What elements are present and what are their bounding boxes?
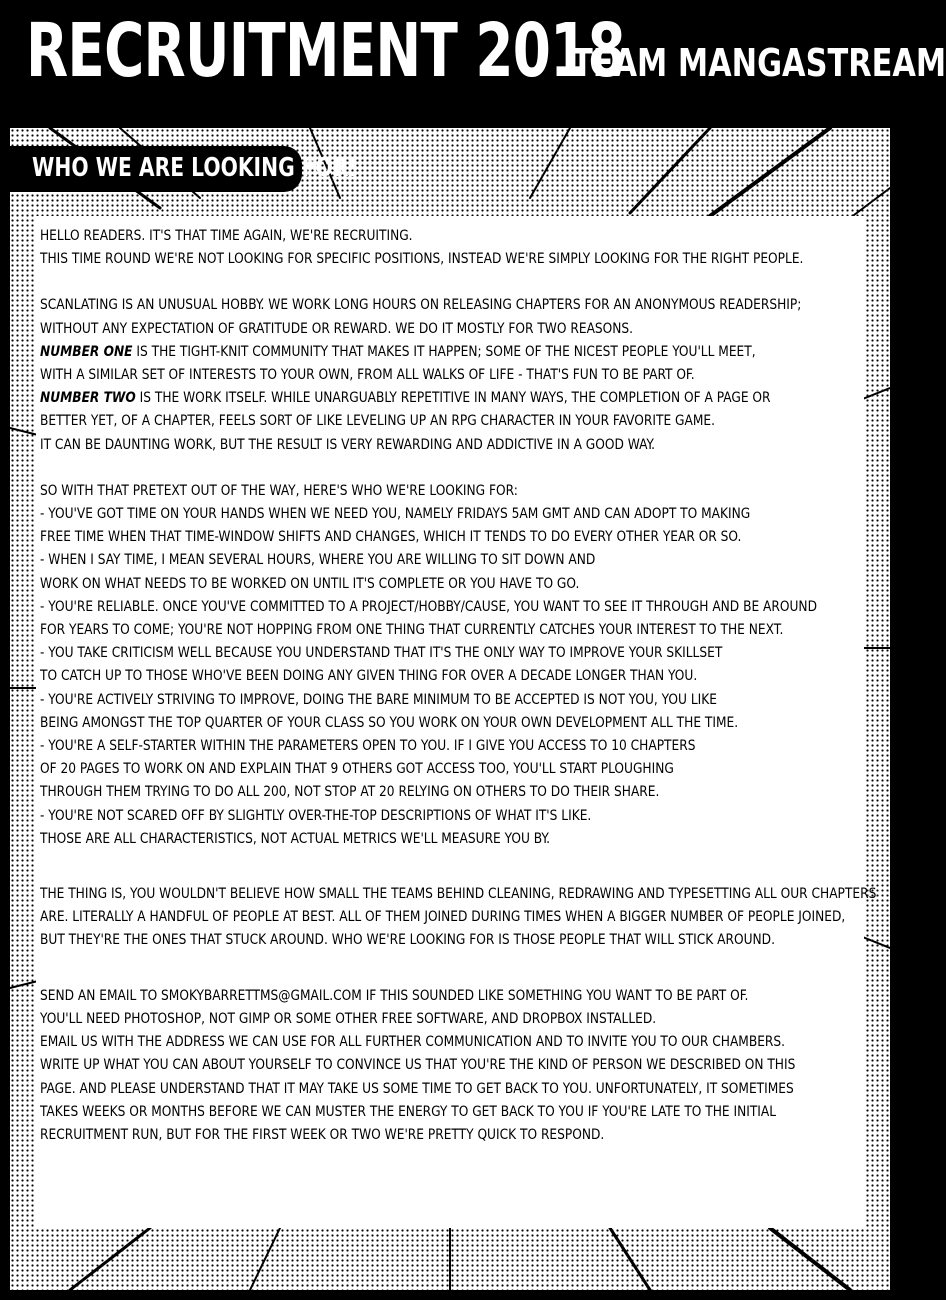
criteria-line: BEING AMONGST THE TOP QUARTER OF YOUR CLASS SO YOU WORK ON YOUR OWN DEVELOPMENT ALL THE TIME.	[40, 713, 739, 731]
page-header	[0, 0, 946, 120]
criteria-line: - YOU'RE NOT SCARED OFF BY SLIGHTLY OVER-THE-TOP DESCRIPTIONS OF WHAT IT'S LIKE.	[40, 806, 592, 824]
teams-line: BUT THEY'RE THE ONES THAT STUCK AROUND. WHO WE'RE LOOKING FOR IS THOSE PEOPLE THAT WILL STICK AROUND.	[40, 931, 775, 949]
contact-line: SEND AN EMAIL TO SMOKYBARRETTMS@GMAIL.COM IF THIS SOUNDED LIKE SOMETHING YOU WANT TO BE PART OF.	[40, 986, 749, 1004]
reason-one-label: NUMBER ONE	[40, 342, 133, 360]
criteria-line: - YOU'RE RELIABLE. ONCE YOU'VE COMMITTED TO A PROJECT/HOBBY/CAUSE, YOU WANT TO SEE IT THROUGH AND BE AROUND	[40, 597, 817, 615]
contact-line: EMAIL US WITH THE ADDRESS WE CAN USE FOR ALL FURTHER COMMUNICATION AND TO INVITE YOU TO OUR CHAMBERS.	[40, 1033, 786, 1051]
reason-two-text: IS THE WORK ITSELF. WHILE UNARGUABLY REPETITIVE IN MANY WAYS, THE COMPLETION OF A PAGE OR	[135, 389, 771, 407]
reasons-line: SCANLATING IS AN UNUSUAL HOBBY. WE WORK LONG HOURS ON RELEASING CHAPTERS FOR AN ANONYMOUS READERSHIP;	[40, 296, 802, 314]
contact-line: TAKES WEEKS OR MONTHS BEFORE WE CAN MUSTER THE ENERGY TO GET BACK TO YOU IF YOU'RE LATE TO THE INITIAL	[40, 1102, 777, 1120]
criteria-line: FREE TIME WHEN THAT TIME-WINDOW SHIFTS AND CHANGES, WHICH IT TENDS TO DO EVERY OTHER YEAR OR SO.	[40, 528, 742, 546]
section-heading: WHO WE ARE LOOKING FOR!	[32, 153, 358, 183]
reasons-line: BETTER YET, OF A CHAPTER, FEELS SORT OF LIKE LEVELING UP AN RPG CHARACTER IN YOUR FAVORITE GAME.	[40, 412, 715, 430]
recruitment-body	[40, 224, 877, 1146]
criteria-line: - YOU TAKE CRITICISM WELL BECAUSE YOU UNDERSTAND THAT IT'S THE ONLY WAY TO IMPROVE YOUR SKILLSET	[40, 644, 723, 662]
contact-line: PAGE. AND PLEASE UNDERSTAND THAT IT MAY TAKE US SOME TIME TO GET BACK TO YOU. UNFORTUNATELY, IT SOMETIMES	[40, 1079, 794, 1097]
criteria-line: - YOU'VE GOT TIME ON YOUR HANDS WHEN WE NEED YOU, NAMELY FRIDAYS 5AM GMT AND CAN ADOPT TO MAKING	[40, 505, 751, 523]
criteria-line: OF 20 PAGES TO WORK ON AND EXPLAIN THAT 9 OTHERS GOT ACCESS TOO, YOU'LL START PLOUGHING	[40, 760, 674, 778]
reason-one	[40, 340, 821, 363]
intro-line: HELLO READERS. IT'S THAT TIME AGAIN, WE'RE RECRUITING.	[40, 227, 413, 244]
reason-two-label: NUMBER TWO	[40, 389, 136, 407]
section-heading-tab	[10, 146, 358, 192]
reasons-line: IT CAN BE DAUNTING WORK, BUT THE RESULT IS VERY REWARDING AND ADDICTIVE IN A GOOD WAY.	[40, 435, 655, 453]
teams-line: THE THING IS, YOU WOULDN'T BELIEVE HOW SMALL THE TEAMS BEHIND CLEANING, REDRAWING AND TYPESETTING ALL OUR CHAPTERS	[40, 885, 877, 903]
reasons-line: WITHOUT ANY EXPECTATION OF GRATITUDE OR REWARD. WE DO IT MOSTLY FOR TWO REASONS.	[40, 319, 634, 337]
criteria-line: TO CATCH UP TO THOSE WHO'VE BEEN DOING ANY GIVEN THING FOR OVER A DECADE LONGER THAN YOU.	[40, 667, 698, 685]
reason-one-text: IS THE TIGHT-KNIT COMMUNITY THAT MAKES IT HAPPEN; SOME OF THE NICEST PEOPLE YOU'LL MEET,	[132, 342, 756, 360]
criteria-line: FOR YEARS TO COME; YOU'RE NOT HOPPING FROM ONE THING THAT CURRENTLY CATCHES YOUR INTEREST TO THE NEXT.	[40, 621, 784, 639]
contact-line: WRITE UP WHAT YOU CAN ABOUT YOURSELF TO CONVINCE US THAT YOU'RE THE KIND OF PERSON WE DESCRIBED ON THIS	[40, 1056, 796, 1074]
criteria-line: - YOU'RE ACTIVELY STRIVING TO IMPROVE, DOING THE BARE MINIMUM TO BE ACCEPTED IS NOT YOU, YOU LIKE	[40, 690, 717, 708]
criteria-line: WORK ON WHAT NEEDS TO BE WORKED ON UNTIL IT'S COMPLETE OR YOU HAVE TO GO.	[40, 574, 580, 592]
teams-line: ARE. LITERALLY A HANDFUL OF PEOPLE AT BEST. ALL OF THEM JOINED DURING TIMES WHEN A BIGGER NUMBER OF PEOPLE JOINED,	[40, 908, 846, 926]
contact-line: RECRUITMENT RUN, BUT FOR THE FIRST WEEK OR TWO WE'RE PRETTY QUICK TO RESPOND.	[40, 1125, 605, 1143]
contact-line: YOU'LL NEED PHOTOSHOP, NOT GIMP OR SOME OTHER FREE SOFTWARE, AND DROPBOX INSTALLED.	[40, 1009, 657, 1027]
criteria-line: - YOU'RE A SELF-STARTER WITHIN THE PARAMETERS OPEN TO YOU. IF I GIVE YOU ACCESS TO 10 CHAPTERS	[40, 737, 696, 755]
page-title: RECRUITMENT 2018	[26, 8, 625, 94]
criteria-intro: SO WITH THAT PRETEXT OUT OF THE WAY, HERE'S WHO WE'RE LOOKING FOR:	[40, 481, 518, 499]
reasons-line: WITH A SIMILAR SET OF INTERESTS TO YOUR OWN, FROM ALL WALKS OF LIFE - THAT'S FUN TO BE PART OF.	[40, 366, 695, 384]
criteria-line: - WHEN I SAY TIME, I MEAN SEVERAL HOURS, WHERE YOU ARE WILLING TO SIT DOWN AND	[40, 551, 596, 569]
content-panel	[10, 128, 890, 1290]
reason-two	[40, 386, 821, 409]
criteria-line: THROUGH THEM TRYING TO DO ALL 200, NOT STOP AT 20 RELYING ON OTHERS TO DO THEIR SHARE.	[40, 783, 660, 801]
intro-line: THIS TIME ROUND WE'RE NOT LOOKING FOR SPECIFIC POSITIONS, INSTEAD WE'RE SIMPLY LOOKING FOR THE RIGHT PEOPLE.	[40, 250, 804, 268]
criteria-line: THOSE ARE ALL CHARACTERISTICS, NOT ACTUAL METRICS WE'LL MEASURE YOU BY.	[40, 829, 551, 847]
team-name: TEAM MANGASTREAM	[572, 41, 946, 85]
